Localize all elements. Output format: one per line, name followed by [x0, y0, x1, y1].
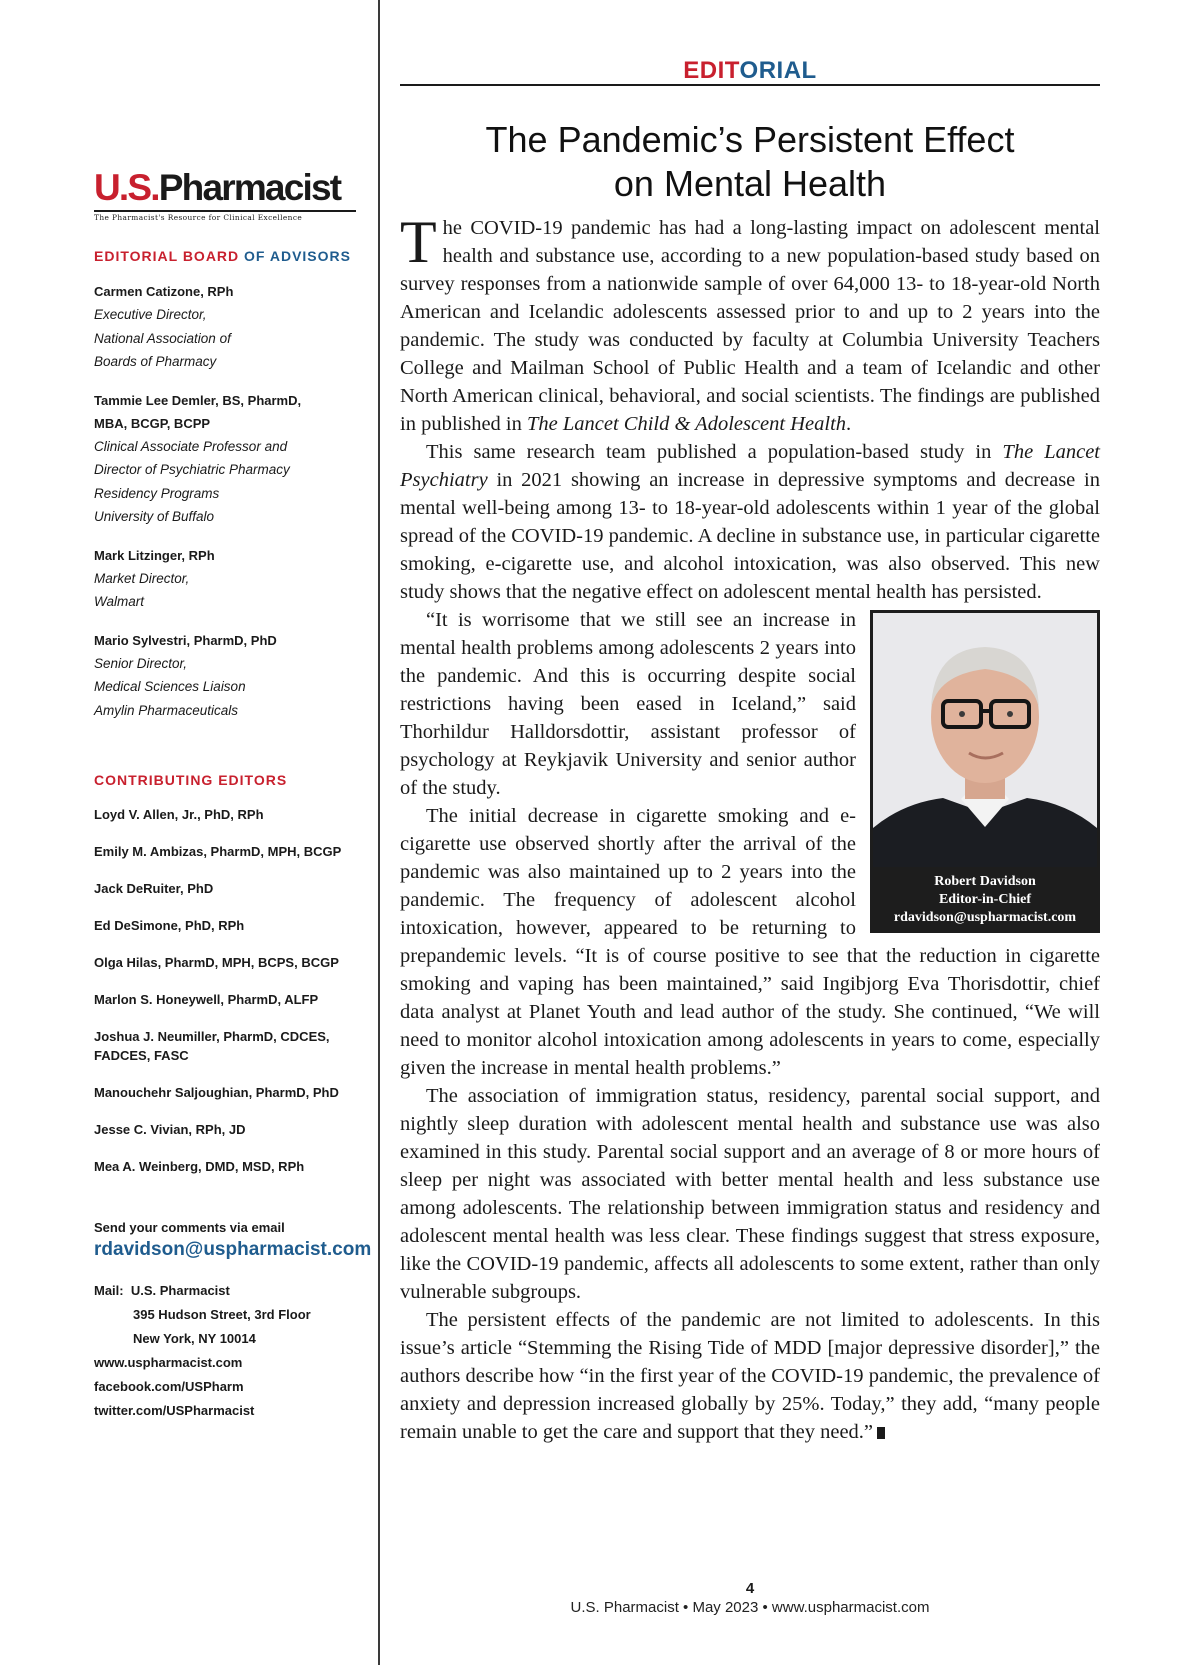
- header-rule: [400, 84, 1100, 86]
- us-pharmacist-logo: [94, 168, 356, 222]
- title-line: on Mental Health: [613, 163, 887, 204]
- member-name: Mario Sylvestri, PharmD, PhD: [94, 632, 277, 648]
- caption-email[interactable]: rdavidson@uspharmacist.com: [893, 910, 1077, 925]
- kicker-part1: EDIT: [683, 57, 740, 84]
- paragraph-text: he COVID-19 pandemic has had a long-lasting impact on adolescent mental health and substance use, according to a new population-based study based on survey responses from a nationwide sample of over 64,000 13- to 18-year-old North American and Icelandic adolescents assessed prior to and up to 2 years into the pandemic. The study was conducted by faculty at Columbia University Teachers College and Mailman School of Public Health and a team of Icelandic and other North American clinical, behavioral, and social scientists. The findings are published in published in: [400, 217, 1100, 435]
- paragraph-text: .: [846, 413, 852, 435]
- contributor: Loyd V. Allen, Jr., PhD, RPh: [94, 807, 264, 822]
- board-member: [94, 544, 366, 614]
- member-title: Executive Director,: [94, 307, 207, 322]
- contributor: Manouchehr Saljoughian, PharmD, PhD: [94, 1085, 339, 1100]
- journal-name: The Lancet Psychiatry: [400, 441, 1101, 491]
- website-link[interactable]: www.uspharmacist.com: [94, 1355, 243, 1370]
- contributor: Jack DeRuiter, PhD: [94, 881, 214, 896]
- board-list: [94, 280, 366, 722]
- mail-line: 395 Hudson Street, 3rd Floor: [133, 1307, 311, 1322]
- kicker-part2: ORIAL: [739, 57, 817, 84]
- board-heading: [94, 248, 366, 264]
- member-title: Clinical Associate Professor and: [94, 438, 288, 454]
- send-comments: [94, 1220, 372, 1261]
- contributor: Ed DeSimone, PhD, RPh: [94, 918, 245, 933]
- board-member: [94, 280, 366, 374]
- board-heading-part2: OF ADVISORS: [244, 248, 351, 264]
- member-title: Amylin Pharmaceuticals: [94, 702, 239, 718]
- contributor: Joshua J. Neumiller, PharmD, CDCES, FADCES, FASC: [94, 1029, 330, 1063]
- editor-photo-box: [870, 610, 1100, 933]
- page-footer: [400, 1580, 1100, 1616]
- paragraph-text: in 2021 showing an increase in depressive symptoms and decrease in mental well-being among 13- to 18-year-old adolescents within 1 year of the global spread of the COVID-19 pandemic. A decline in substance use, in particular cigarette smoking, e-cigarette use, and alcohol intoxication, was also observed. This new study shows that the negative effect on adolescent mental health has persisted.: [400, 469, 1100, 603]
- logo-tagline: The Pharmacist's Resource for Clinical Excellence: [94, 210, 356, 222]
- member-title: Boards of Pharmacy: [94, 354, 217, 369]
- member-title: Senior Director,: [94, 655, 188, 671]
- member-title: Medical Sciences Liaison: [94, 679, 246, 694]
- paragraph: “It is worrisome that we still see an increase in mental health problems among adolescents 2 years into the pandemic. And this is occurring despite social restrictions having been eased in Iceland,” said Thorhildur Halldorsdottir, assistant professor of psychology at Reykjavik University and senior author of the study.: [400, 609, 856, 799]
- contributors-list: [94, 805, 366, 1176]
- paragraph: The initial decrease in cigarette smoking and e-cigarette use observed shortly after the arrival of the pandemic was also maintained up to 2 years into the pandemic. The frequency of adolescent alcohol intoxication, however, appeared to be returning to prepandemic levels. “It is of course positive to see that the reduction in cigarette smoking and vaping has been maintained,” said Ingibjorg Eva Thorisdottir, chief data analyst at Planet Youth and lead author of the study. She continued, “We will need to monitor alcohol intoxication among adolescents in years to come, especially given the increase in mental health problems.”: [400, 805, 1100, 1079]
- section-kicker: [400, 58, 1100, 84]
- contributing-editors-heading: CONTRIBUTING EDITORS: [94, 772, 288, 788]
- member-title: Market Director,: [94, 570, 190, 586]
- member-title: National Association of: [94, 330, 231, 346]
- send-comments-label: Send your comments via email: [94, 1220, 285, 1235]
- board-heading-part1: EDITORIAL BOARD: [94, 248, 240, 264]
- mail-line: New York, NY 10014: [133, 1331, 256, 1346]
- member-title: University of Buffalo: [94, 509, 215, 524]
- caption-name: Robert Davidson: [934, 874, 1036, 889]
- paragraph: The association of immigration status, residency, parental social support, and nightly sleep duration with adolescent mental health and substance use was also examined in this study. Parental social support and an average of 8 or more hours of sleep per night was associated with better mental health and less substance use among adolescents. The relationship between immigration status and residency and adolescent mental health was less clear. These findings suggest that stress exposure, like the COVID-19 pandemic, affects all adolescents to some extent, rather than only vulnerable subgroups.: [400, 1085, 1100, 1303]
- member-title: Residency Programs: [94, 485, 220, 501]
- contributor: Marlon S. Honeywell, PharmD, ALFP: [94, 992, 319, 1007]
- page-number: 4: [745, 1580, 755, 1597]
- paragraph-text: The persistent effects of the pandemic are not limited to adolescents. In this issue’s article “Stemming the Rising Tide of MDD [major depressive disorder],” the authors describe how “in the first year of the COVID-19 pandemic, the prevalence of anxiety and depression increased globally by 25%. Today,” they add, “many people remain unable to get the care and support that they need.”: [400, 1309, 1100, 1443]
- board-member: [94, 629, 366, 723]
- member-title: Walmart: [94, 594, 145, 609]
- article-body: [400, 209, 1101, 1446]
- journal-name: The Lancet Child & Adolescent Health: [526, 413, 847, 435]
- member-name: Tammie Lee Demler, BS, PharmD, MBA, BCGP, BCPP: [94, 392, 302, 431]
- logo-us: U.S.: [94, 167, 159, 208]
- main-article: [400, 58, 1100, 1446]
- paragraph: [400, 438, 1100, 606]
- contributor: Olga Hilas, PharmD, MPH, BCPS, BCGP: [94, 955, 339, 970]
- logo-pharmacist: Pharmacist: [158, 167, 341, 208]
- member-name: Carmen Catizone, RPh: [94, 284, 234, 299]
- editor-portrait-image: [873, 613, 1097, 867]
- sidebar: [94, 167, 372, 1423]
- mail-address: [94, 1279, 366, 1423]
- contributor: Mea A. Weinberg, DMD, MSD, RPh: [94, 1159, 305, 1174]
- mail-line: U.S. Pharmacist: [130, 1283, 230, 1298]
- contributor: Emily M. Ambizas, PharmD, MPH, BCGP: [94, 844, 342, 859]
- twitter-link[interactable]: twitter.com/USPharmacist: [94, 1403, 255, 1418]
- photo-caption: [873, 867, 1097, 933]
- column-divider: [378, 0, 380, 1665]
- paragraph: [400, 209, 1100, 438]
- caption-role: Editor-in-Chief: [938, 892, 1032, 907]
- end-mark-icon: [877, 1427, 885, 1439]
- board-member: [94, 389, 366, 529]
- send-email-link[interactable]: rdavidson@uspharmacist.com: [94, 1239, 372, 1260]
- member-name: Mark Litzinger, RPh: [94, 547, 215, 563]
- mail-label: Mail:: [94, 1283, 124, 1298]
- footer-line: U.S. Pharmacist • May 2023 • www.uspharmacist.com: [570, 1599, 930, 1616]
- article-title: [400, 118, 1100, 206]
- title-line: The Pandemic’s Persistent Effect: [485, 119, 1015, 160]
- member-title: Director of Psychiatric Pharmacy: [94, 462, 290, 477]
- facebook-link[interactable]: facebook.com/USPharm: [94, 1379, 244, 1394]
- contributor: Jesse C. Vivian, RPh, JD: [94, 1122, 246, 1137]
- drop-cap: T: [400, 209, 437, 275]
- paragraph-text: This same research team published a population-based study in: [426, 441, 1003, 463]
- paragraph: [400, 1306, 1100, 1446]
